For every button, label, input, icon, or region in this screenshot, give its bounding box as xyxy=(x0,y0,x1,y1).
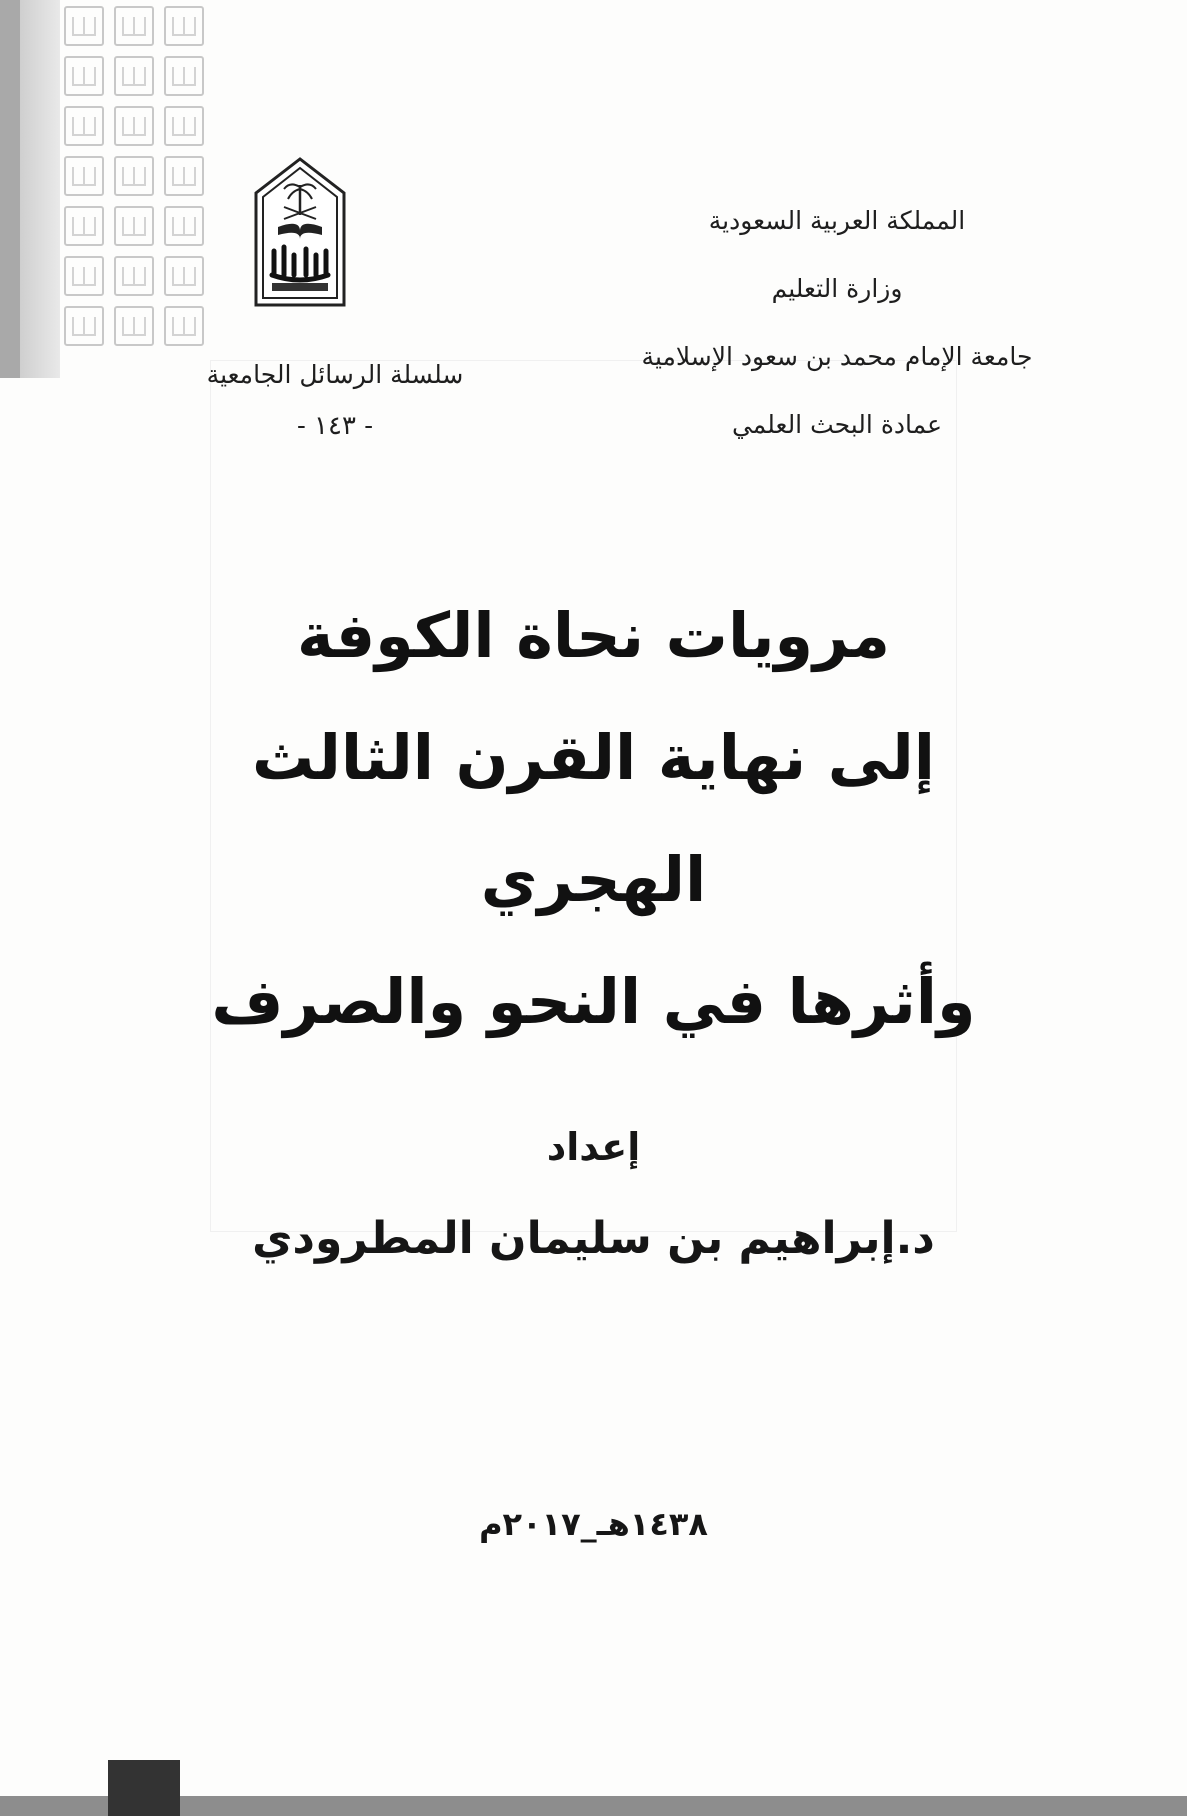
book-icon xyxy=(64,6,104,46)
book-icon xyxy=(164,206,204,246)
book-icon xyxy=(164,6,204,46)
book-title xyxy=(130,575,1057,1063)
series-name: سلسلة الرسائل الجامعية xyxy=(206,360,464,389)
book-icon xyxy=(64,156,104,196)
book-icon xyxy=(164,56,204,96)
title-line: مرويات نحاة الكوفة xyxy=(296,599,891,672)
book-icon xyxy=(64,306,104,346)
header-line-country: المملكة العربية السعودية xyxy=(708,206,966,235)
book-pattern-decoration xyxy=(60,0,210,378)
series-number: - ١٤٣ - xyxy=(296,411,374,441)
book-icon xyxy=(64,256,104,296)
book-icon xyxy=(114,106,154,146)
title-line: إلى نهاية القرن الثالث الهجري xyxy=(251,721,936,916)
book-icon xyxy=(164,256,204,296)
book-icon xyxy=(114,256,154,296)
book-icon xyxy=(114,156,154,196)
book-icon xyxy=(114,306,154,346)
left-gray-strip xyxy=(0,0,20,378)
book-icon xyxy=(114,206,154,246)
institution-header xyxy=(607,208,1067,480)
book-icon xyxy=(114,56,154,96)
header-line-ministry: وزارة التعليم xyxy=(771,274,903,303)
publication-date: ١٤٣٨هـ_٢٠١٧م xyxy=(479,1505,708,1543)
prepared-by-label: إعداد xyxy=(546,1125,641,1169)
book-icon xyxy=(164,156,204,196)
university-emblem-icon xyxy=(250,155,350,310)
series-block xyxy=(200,360,470,441)
book-icon xyxy=(64,206,104,246)
header-line-university: جامعة الإمام محمد بن سعود الإسلامية xyxy=(641,342,1033,371)
book-icon xyxy=(164,106,204,146)
header-line-deanship: عمادة البحث العلمي xyxy=(731,410,943,439)
title-line: وأثرها في النحو والصرف xyxy=(211,965,976,1038)
book-icon xyxy=(64,56,104,96)
left-light-strip xyxy=(20,0,60,378)
book-icon xyxy=(64,106,104,146)
book-icon xyxy=(114,6,154,46)
author-name: د.إبراهيم بن سليمان المطرودي xyxy=(252,1213,935,1264)
bottom-dark-block xyxy=(108,1760,180,1816)
book-icon xyxy=(164,306,204,346)
